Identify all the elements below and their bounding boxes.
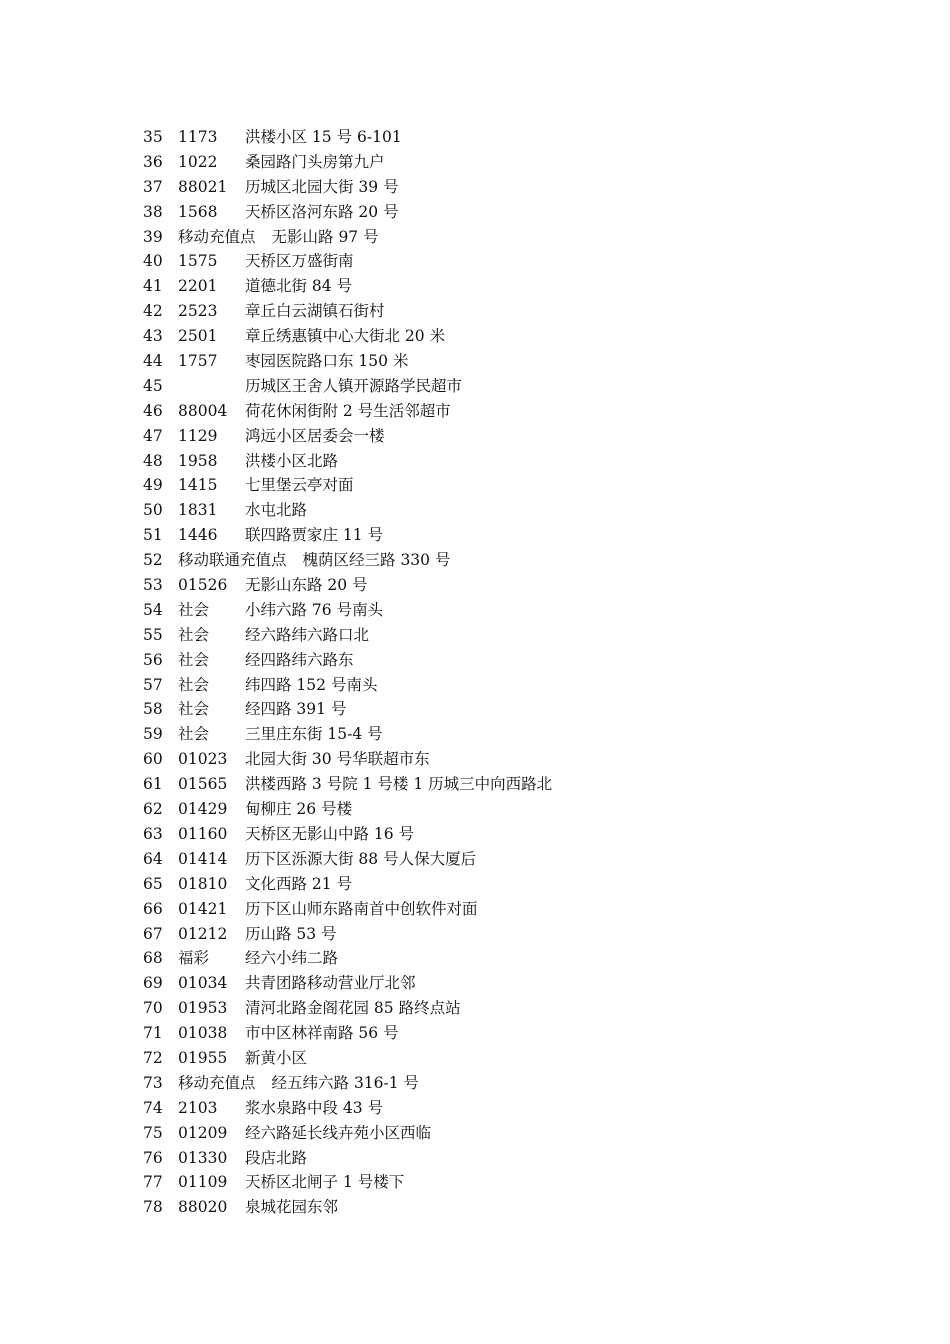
list-item	[143, 548, 843, 573]
row-address: 共青团路移动营业厅北邻	[245, 974, 416, 993]
list-item	[143, 1121, 843, 1146]
list-item	[143, 797, 843, 822]
row-address: 清河北路金阁花园 85 路终点站	[245, 999, 461, 1018]
list-item	[143, 349, 843, 374]
row-code: 移动充值点	[178, 227, 256, 246]
list-item	[143, 1170, 843, 1195]
row-address: 历城区北园大街 39 号	[245, 177, 399, 196]
list-item	[143, 1096, 843, 1121]
row-address: 鸿远小区居委会一楼	[245, 426, 385, 445]
list-item	[143, 449, 843, 474]
row-number: 57	[143, 675, 163, 694]
list-item	[143, 946, 843, 971]
row-number: 72	[143, 1048, 163, 1067]
row-inline-group	[178, 225, 379, 250]
list-item	[143, 1021, 843, 1046]
row-address: 段店北路	[245, 1148, 308, 1167]
list-item	[143, 623, 843, 648]
row-code: 社会	[178, 700, 210, 719]
row-code: 01565	[178, 775, 228, 794]
row-number: 69	[143, 974, 163, 993]
row-number: 60	[143, 750, 163, 769]
row-number: 65	[143, 874, 163, 893]
row-number: 43	[143, 327, 163, 346]
row-number: 78	[143, 1198, 163, 1217]
row-address: 经六路延长线卉苑小区西临	[245, 1123, 432, 1142]
row-address: 浆水泉路中段 43 号	[245, 1098, 384, 1117]
row-code: 01209	[178, 1123, 228, 1142]
row-number: 75	[143, 1123, 163, 1142]
row-address: 历城区王舍人镇开源路学民超市	[245, 376, 463, 395]
row-address: 新黄小区	[245, 1048, 308, 1067]
list-item	[143, 648, 843, 673]
list-item	[143, 747, 843, 772]
row-number: 49	[143, 476, 163, 495]
row-address: 历下区泺源大街 88 号人保大厦后	[245, 849, 477, 868]
row-address: 历下区山师东路南首中创软件对面	[245, 899, 478, 918]
row-address: 三里庄东街 15-4 号	[245, 725, 383, 744]
row-code: 2103	[178, 1098, 218, 1117]
list-item	[143, 573, 843, 598]
list-item	[143, 274, 843, 299]
row-code: 88021	[178, 177, 228, 196]
row-code: 01429	[178, 800, 228, 819]
row-address: 泉城花园东邻	[245, 1198, 339, 1217]
row-address: 槐荫区经三路 330 号	[302, 551, 451, 570]
row-address: 道德北街 84 号	[245, 277, 353, 296]
row-number: 41	[143, 277, 163, 296]
row-address: 天桥区洛河东路 20 号	[245, 202, 399, 221]
row-address: 文化西路 21 号	[245, 874, 353, 893]
list-item	[143, 872, 843, 897]
row-number: 51	[143, 526, 163, 545]
row-code: 01034	[178, 974, 228, 993]
row-address: 洪楼小区北路	[245, 451, 339, 470]
list-item	[143, 673, 843, 698]
row-number: 63	[143, 824, 163, 843]
row-address: 无影山东路 20 号	[245, 576, 368, 595]
row-code: 01109	[178, 1173, 228, 1192]
row-code: 01023	[178, 750, 228, 769]
row-address: 经五纬六路 316-1 号	[271, 1073, 420, 1092]
row-number: 52	[143, 551, 163, 570]
row-address: 章丘白云湖镇石街村	[245, 302, 385, 321]
row-number: 46	[143, 401, 163, 420]
list-item	[143, 200, 843, 225]
row-code: 1415	[178, 476, 218, 495]
row-code: 社会	[178, 725, 210, 744]
row-address: 纬四路 152 号南头	[245, 675, 378, 694]
row-address: 历山路 53 号	[245, 924, 337, 943]
row-address: 章丘绣惠镇中心大街北 20 米	[245, 327, 446, 346]
row-number: 47	[143, 426, 163, 445]
row-code: 移动联通充值点	[178, 551, 287, 570]
list-item	[143, 971, 843, 996]
row-address: 北园大街 30 号华联超市东	[245, 750, 430, 769]
row-address: 天桥区北闸子 1 号楼下	[245, 1173, 405, 1192]
row-address: 经四路 391 号	[245, 700, 347, 719]
row-number: 40	[143, 252, 163, 271]
row-number: 61	[143, 775, 163, 794]
list-item	[143, 299, 843, 324]
row-code: 社会	[178, 600, 210, 619]
list-item	[143, 324, 843, 349]
row-number: 66	[143, 899, 163, 918]
list-item	[143, 523, 843, 548]
row-code: 2523	[178, 302, 218, 321]
row-code: 01330	[178, 1148, 228, 1167]
row-code: 社会	[178, 675, 210, 694]
list-item	[143, 424, 843, 449]
row-code: 88020	[178, 1198, 228, 1217]
row-address: 经六小纬二路	[245, 949, 339, 968]
row-number: 77	[143, 1173, 163, 1192]
list-item	[143, 697, 843, 722]
row-code: 移动充值点	[178, 1073, 256, 1092]
list-item	[143, 1046, 843, 1071]
row-number: 54	[143, 600, 163, 619]
row-code: 1575	[178, 252, 218, 271]
row-number: 56	[143, 650, 163, 669]
row-code: 01160	[178, 824, 228, 843]
row-number: 42	[143, 302, 163, 321]
row-number: 76	[143, 1148, 163, 1167]
list-item	[143, 473, 843, 498]
row-address: 天桥区无影山中路 16 号	[245, 824, 415, 843]
row-code: 1831	[178, 501, 218, 520]
row-code: 社会	[178, 650, 210, 669]
row-number: 44	[143, 352, 163, 371]
list-item	[143, 1071, 843, 1096]
list-item	[143, 498, 843, 523]
list-item	[143, 897, 843, 922]
address-list	[143, 125, 843, 1220]
row-number: 73	[143, 1073, 163, 1092]
row-number: 71	[143, 1024, 163, 1043]
list-item	[143, 822, 843, 847]
row-address: 桑园路门头房第九户	[245, 152, 385, 171]
row-number: 45	[143, 376, 163, 395]
row-code: 01955	[178, 1048, 228, 1067]
row-code: 1757	[178, 352, 218, 371]
row-code: 01038	[178, 1024, 228, 1043]
list-item	[143, 249, 843, 274]
row-number: 70	[143, 999, 163, 1018]
row-code: 88004	[178, 401, 228, 420]
list-item	[143, 125, 843, 150]
row-number: 68	[143, 949, 163, 968]
row-code: 01212	[178, 924, 228, 943]
row-code: 福彩	[178, 949, 210, 968]
row-address: 洪楼西路 3 号院 1 号楼 1 历城三中向西路北	[245, 775, 553, 794]
row-number: 62	[143, 800, 163, 819]
list-item	[143, 772, 843, 797]
row-number: 53	[143, 576, 163, 595]
row-inline-group	[178, 1071, 419, 1096]
list-item	[143, 598, 843, 623]
row-address: 无影山路 97 号	[271, 227, 379, 246]
list-item	[143, 225, 843, 250]
row-number: 74	[143, 1098, 163, 1117]
row-address: 市中区林祥南路 56 号	[245, 1024, 399, 1043]
row-code: 01421	[178, 899, 228, 918]
row-number: 55	[143, 625, 163, 644]
row-number: 67	[143, 924, 163, 943]
list-item	[143, 150, 843, 175]
row-code: 01810	[178, 874, 228, 893]
row-code: 1022	[178, 152, 218, 171]
row-address: 经六路纬六路口北	[245, 625, 370, 644]
row-code: 01953	[178, 999, 228, 1018]
list-item	[143, 1195, 843, 1220]
row-code: 2201	[178, 277, 218, 296]
row-number: 59	[143, 725, 163, 744]
row-code: 社会	[178, 625, 210, 644]
list-item	[143, 722, 843, 747]
row-address: 七里堡云亭对面	[245, 476, 354, 495]
row-address: 甸柳庄 26 号楼	[245, 800, 353, 819]
row-address: 小纬六路 76 号南头	[245, 600, 384, 619]
list-item	[143, 374, 843, 399]
row-code: 1958	[178, 451, 218, 470]
row-number: 37	[143, 177, 163, 196]
list-item	[143, 922, 843, 947]
row-number: 36	[143, 152, 163, 171]
row-number: 58	[143, 700, 163, 719]
list-item	[143, 847, 843, 872]
row-number: 50	[143, 501, 163, 520]
row-number: 48	[143, 451, 163, 470]
row-number: 35	[143, 128, 163, 146]
row-inline-group	[178, 548, 450, 573]
list-item	[143, 175, 843, 200]
list-item	[143, 996, 843, 1021]
row-address: 洪楼小区 15 号 6-101	[245, 128, 402, 146]
row-number: 64	[143, 849, 163, 868]
row-number: 39	[143, 227, 163, 246]
row-address: 天桥区万盛街南	[245, 252, 354, 271]
row-address: 荷花休闲街附 2 号生活邻超市	[245, 401, 451, 420]
row-code: 01526	[178, 576, 228, 595]
row-code: 1173	[178, 128, 218, 146]
row-address: 水屯北路	[245, 501, 308, 520]
row-code: 1446	[178, 526, 218, 545]
row-code: 1129	[178, 426, 218, 445]
row-code: 1568	[178, 202, 218, 221]
row-address: 枣园医院路口东 150 米	[245, 352, 409, 371]
row-address: 联四路贾家庄 11 号	[245, 526, 384, 545]
row-code: 01414	[178, 849, 228, 868]
row-number: 38	[143, 202, 163, 221]
list-item	[143, 1146, 843, 1171]
row-address: 经四路纬六路东	[245, 650, 354, 669]
list-item	[143, 399, 843, 424]
row-code: 2501	[178, 327, 218, 346]
